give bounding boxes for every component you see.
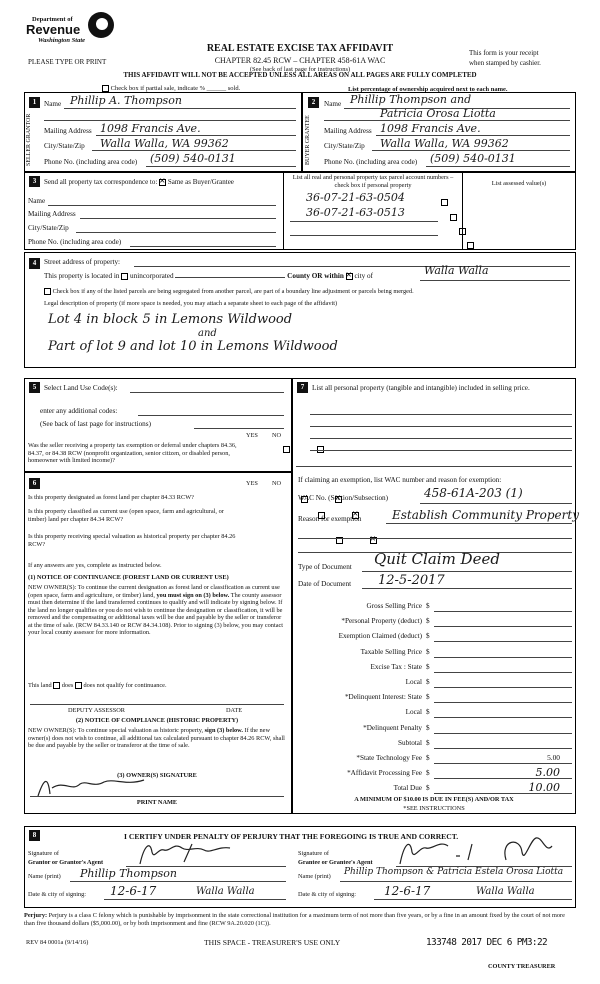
fee-row <box>296 708 572 722</box>
fee-label: Local <box>405 708 422 717</box>
fee-label: *Delinquent Interest: State <box>344 693 422 702</box>
fee-value[interactable]: 10.00 <box>528 781 560 795</box>
section-6-number: 6 <box>29 478 40 489</box>
deputy-assessor-label: DEPUTY ASSESSOR <box>68 707 125 714</box>
fee-dollar: $ <box>426 723 430 732</box>
fee-label: Subtotal <box>398 738 422 747</box>
fee-dollar: $ <box>426 647 430 656</box>
notice-continuance-body: NEW OWNER(S): To continue the current designation as forest land or classification as current use (open space, farm and agriculture, or timber) land, you must sign on (3) below. The county assessor must then determine if the land transferred continues to qualify and will indicate by signing below. If the land no longer qualifies or you do not wish to continue the designation or classification, it will be removed and the compensating or additional taxes will be due and payable by the seller or transferor at the time of sale. (RCW 84.33.140 or RCW 84.34.108). Prior to signing (3) below, you may contact your local county assessor for more information. <box>28 584 284 637</box>
receipt-note-1: This form is your receipt <box>469 49 539 57</box>
grantee-name-label: Name (print) <box>298 873 331 880</box>
street-label: Street address of property: <box>44 258 121 266</box>
parcel-2-field[interactable]: 36-07-21-63-0513 <box>306 206 405 219</box>
fee-label: Gross Selling Price <box>366 602 422 610</box>
seller-city-field[interactable]: Walla Walla, WA 99362 <box>100 137 229 150</box>
additional-codes-field[interactable] <box>138 415 284 416</box>
buyer-side-label: BUYER GRANTEE <box>305 115 311 165</box>
minimum-due-note: A MINIMUM OF $10.00 IS DUE IN FEE(S) AND/OR TAX <box>354 796 514 803</box>
doc-type-label: Type of Document <box>298 563 352 571</box>
grantor-sig-label: Signature of <box>28 850 59 857</box>
fee-value[interactable]: 5.00 <box>547 753 560 762</box>
fee-value[interactable]: 5.00 <box>535 766 560 780</box>
send-correspondence <box>44 178 234 186</box>
fee-row <box>296 617 572 631</box>
legal-desc-line-1[interactable]: Lot 4 in block 5 in Lemons Wildwood <box>48 312 293 327</box>
senior-exemption-yes[interactable] <box>283 446 290 453</box>
buyer-phone-field[interactable]: (509) 540-0131 <box>430 152 516 165</box>
percent-ownership-note: List percentage of ownership acquired next to each name. <box>348 86 508 93</box>
cashier-stamp: 133748 2017 DEC 6 PM3:22 <box>426 937 548 948</box>
grantee-date-field[interactable]: 12-6-17 <box>384 884 431 898</box>
corr-mail-field[interactable] <box>80 218 276 219</box>
parcel-4-personal-checkbox[interactable] <box>467 242 474 249</box>
doc-date-label: Date of Document <box>298 580 352 588</box>
notice-continuance-title: (1) NOTICE OF CONTINUANCE (FOREST LAND OR CURRENT USE) <box>28 574 229 581</box>
seller-name-field[interactable]: Phillip A. Thompson <box>70 94 182 107</box>
logo-line-1: Department of <box>32 16 73 23</box>
senior-exemption-question: Was the seller receiving a property tax exemption or deferral under chapters 84.36, 84.37, or 84.38 RCW (nonprofit organization, senior citizen, or disabled person, homeowner with limited income)? <box>28 442 237 465</box>
fee-dollar: $ <box>426 662 430 671</box>
seller-mail-label: Mailing Address <box>44 127 92 135</box>
grantor-name-field[interactable]: Phillip Thompson <box>80 867 177 880</box>
grantee-date-label: Date & city of signing: <box>298 891 357 898</box>
grantee-city-field[interactable]: Walla Walla <box>476 886 535 897</box>
form-revision: REV 84 0001a (9/14/16) <box>26 939 89 946</box>
continuance-row: This land does does not qualify for continuance. <box>28 682 167 689</box>
grantee-agent-label: Grantee or Grantee's Agent <box>298 859 373 866</box>
section-7-number: 7 <box>297 382 308 393</box>
fee-label: *Personal Property (deduct) <box>341 617 422 626</box>
fee-dollar: $ <box>426 738 430 747</box>
personal-property-label: List all personal property (tangible and intangible) included in selling price. <box>312 384 530 392</box>
land-use-label: Select Land Use Code(s): <box>44 384 118 392</box>
reason-field[interactable]: Establish Community Property <box>392 508 579 522</box>
segregated-row: Check box if any of the listed parcels are being segregated from another parcel, are part of a boundary line adjustment or parcels being merged. <box>44 288 414 296</box>
dor-logo <box>26 12 126 52</box>
located-row: This property is located in unincorporated County OR within × city of <box>44 272 564 281</box>
fee-dollar: $ <box>426 693 430 702</box>
same-as-buyer-label: Same as Buyer/Grantee <box>167 178 234 186</box>
current-use-question: Is this property classified as current use (open space, farm and agricultural, or timber) land per chapter 84.34 RCW? <box>28 508 224 523</box>
reason-label: Reason for exemption <box>298 515 362 523</box>
corr-mail-label: Mailing Address <box>28 210 76 218</box>
personal-property-line-3[interactable] <box>310 438 572 439</box>
fee-row <box>296 678 572 692</box>
grantor-city-field[interactable]: Walla Walla <box>196 886 255 897</box>
seller-name-label: Name <box>44 100 62 108</box>
if-yes-note: If any answers are yes, complete as instructed below. <box>28 562 162 569</box>
forest-land-question: Is this property designated as forest land per chapter 84.33 RCW? <box>28 494 194 501</box>
exemption-claim-label: If claiming an exemption, list WAC number and reason for exemption: <box>298 476 502 484</box>
seller-side-label: SELLER GRANTOR <box>26 113 32 167</box>
fee-label: Local <box>405 678 422 686</box>
fee-dollar: $ <box>426 784 430 793</box>
notice-compliance-title: (2) NOTICE OF COMPLIANCE (HISTORIC PROPERTY) <box>75 717 239 724</box>
form-see-back: (See back of last page for instructions) <box>249 66 351 73</box>
partial-sale-label: Check box if partial sale, indicate % ______ sold. <box>110 85 241 92</box>
receipt-note-2: when stamped by cashier. <box>469 59 541 67</box>
fee-dollar: $ <box>426 678 430 686</box>
buyer-mail-field[interactable]: 1098 Francis Ave. <box>380 122 481 135</box>
grantee-name-field[interactable]: Phillip Thompson & Patricia Estela Orosa Liotta <box>344 867 564 877</box>
fee-row <box>296 663 572 677</box>
fee-label: Excise Tax : State <box>370 662 422 671</box>
fee-row <box>296 754 572 768</box>
section-4-number: 4 <box>29 258 40 269</box>
corr-name-label: Name <box>28 197 46 205</box>
assessed-header: List assessed value(s) <box>491 180 547 187</box>
corr-phone-field[interactable] <box>130 246 276 247</box>
fee-label: Total Due <box>393 784 422 793</box>
logo-line-2: Revenue <box>26 22 81 37</box>
legal-label: Legal description of property (if more space is needed, you may attach a separate sheet to each page of the affidavit) <box>44 300 338 307</box>
personal-property-line-1[interactable] <box>310 414 572 415</box>
owner-signature-label: (3) OWNER(S) SIGNATURE <box>117 772 197 779</box>
fee-dollar: $ <box>426 754 430 762</box>
fee-dollar: $ <box>426 769 430 778</box>
logo-line-3: Washington State <box>38 37 86 44</box>
deputy-date-label: DATE <box>226 707 243 714</box>
property-city-field[interactable]: Walla Walla <box>424 264 489 277</box>
form-warning: THIS AFFIDAVIT WILL NOT BE ACCEPTED UNLESS ALL AREAS ON ALL PAGES ARE FULLY COMPLETED <box>123 71 477 79</box>
grantee-sig-label: Signature of <box>298 850 329 857</box>
same-as-buyer-checkbox[interactable] <box>159 179 166 186</box>
street-field[interactable] <box>134 266 570 267</box>
corr-name-field[interactable] <box>48 205 276 206</box>
corr-city-label: City/State/Zip <box>28 224 69 232</box>
seller-phone-label: Phone No. (including area code) <box>44 158 138 166</box>
land-does-checkbox[interactable] <box>53 682 60 689</box>
fee-label: *State Technology Fee <box>356 754 422 762</box>
within-city-checkbox[interactable] <box>346 273 353 280</box>
doc-date-field[interactable]: 12-5-2017 <box>378 573 445 588</box>
grantor-signature[interactable] <box>134 838 244 868</box>
affidavit-page: Department of Revenue Washington State PLEASE TYPE OR PRINT REAL ESTATE EXCISE TAX AFFIDAVIT CHAPTER 82.45 RCW – CHAPTER 458-61A WAC (See back of last page for instructions) THIS AFFIDAVIT WILL NOT BE ACCEPTED UNLESS ALL AREAS ON ALL PAGES ARE FULLY COMPLETED This form is your receipt when stamped by cashier. Check box if partial sale, indicate % ______ sold. List percentage of ownership acquired next to each name. 1 SELLER GRANTOR Name Phillip A. Thompson Mailing Address 1098 Francis Ave. City/State/Zip Walla Walla, WA 99362 Phone No. (including area code) (509) 540-0131 2 BUYER GRANTEE Name Phillip Thompson and Patricia Orosa Liotta Mailing Address 1098 Francis Ave. City/State/Zip Walla Walla, WA 99362 Phone No. (including area code) (509) 540-0131 3 Send all property tax correspondence to: × Same as Buyer/Grantee Name Mailing Address City/State/Zip Phone No. (including area code) List all real and personal property tax parcel account numbers – check box if personal property 36-07-21-63-0504 36-07-21-63-0513 List assessed value(s) 4 Street address of property: This property is located in unincorporated County OR within × city of Walla Walla Check box if any of the listed parcels are being segregated from another parcel, are part of a boundary line adjustment or parcels being merged. Legal description of property (if more space is needed, you may attach a separate sheet to each page of the affidavit) Lot 4 in block 5 in Lemons Wildwood and Part of lot 9 and lot 10 in Lemons Wildwood 5 Select Land Use Code(s): enter any additional codes: (See back of last page for instructions) YES NO Was the seller receiving a property tax exemption or deferral under chapters 84.36, 84.37, or 84.38 RCW (nonprofit organization, senior citizen, or disabled person, homeowner with limited income)? 6 YES NO Is this property designated as forest land per chapter 84.33 RCW? × Is this property classified as current use (open space, farm and agricultural, or timber) land per chapter 84.34 RCW? × Is this property receiving special valuation as historical property per chapter 84.26 RCW? × If any answers are yes, complete as instructed below. (1) NOTICE OF CONTINUANCE (FOREST LAND OR CURRENT USE) NEW OWNER(S): To continue the current designation as forest land or classification as current use (open space, farm and agriculture, or timber) land, you must sign on (3) below. The county assessor must then determine if the land transferred continues to qualify and will indicate by signing below. If the land no longer qualifies or you do not wish to continue the designation or classification, it will be removed and the compensating or additional taxes will be due and payable by the seller or transferor at the time of sale. (RCW 84.33.140 or RCW 84.34.108). Prior to signing (3) below, you may contact your local county assessor for more information. This land does does not qualify for continuance. DEPUTY ASSESSOR DATE (2) NOTICE OF COMPLIANCE (HISTORIC PROPERTY) NEW OWNER(S): To continue special valuation as historic property, sign (3) below. If the new owner(s) does not wish to continue, all additional tax calculated pursuant to chapter 84.26 RCW, shall be due and payable by the seller or transferor at the time of sale. (3) OWNER(S) SIGNATURE PRINT NAME 7 List all personal property (tangible and intangible) included in selling price. If claiming an exemption, list WAC number and reason for exemption: WAC No. (Section/Subsection) 458-61A-203 (1) Reason for exemption Establish Community Property Type of Document Quit Claim Deed Date of Document 12-5-2017 Gross Selling Price $ *Personal Property (deduct) $ Exemption Claimed (deduct) $ Taxable Selling Price $ Excise Tax : State $ Local $ *Delinquent Interest: State $ Local $ *Delinquent Penalty $ Subtotal $ *State Technology Fee $ 5.00 *Affidavit Processing Fee $ 5.00 Total Due $ 10.00 A MINIMUM OF $10.00 IS DUE IN FEE(S) AND/OR TAX *SEE INSTRUCTIONS 8 I CERTIFY UNDER PENALTY OF PERJURY THAT THE FOREGOING IS TRUE AND CORRECT. Signature of Grantor or Grantor's Agent Name (print) Phillip Thompson Date & city of signing: 12-6-17 Walla Walla Signature of Grantee or Grantee's Agent Name (print) Phillip Thompson & Patricia Estela Orosa Liotta Date & city of signing: 12-6-17 Walla Walla Perjury: Perjury is a class C felony which is punishable by imprisonment in the state correctional institution for a maximum term of not more than five years, or by a fine in an amount fixed by the court of not more than five thousand dollars ($5,000.00), or by both imprisonment and fine (RCW 9A.20.020 (1C)). REV 84 0001a (9/14/16) THIS SPACE - TREASURER'S USE ONLY 133748 2017 DEC 6 PM3:22 COUNTY TREASURER <box>0 0 600 984</box>
fee-label: Taxable Selling Price <box>360 647 422 656</box>
partial-sale-checkbox[interactable] <box>102 85 109 92</box>
county-treasurer-label: COUNTY TREASURER <box>488 963 556 970</box>
additional-codes-label: enter any additional codes: <box>40 407 118 415</box>
historic-question: Is this property receiving special valuation as historical property per chapter 84.26 RCW? <box>28 533 236 548</box>
land-use-see-back: (See back of last page for instructions) <box>40 420 151 428</box>
corr-phone-label: Phone No. (including area code) <box>28 238 122 246</box>
buyer-city-field[interactable]: Walla Walla, WA 99362 <box>380 137 509 150</box>
legal-desc-and: and <box>198 328 217 339</box>
perjury-notice: Perjury: Perjury is a class C felony which is punishable by imprisonment in the state correctional institution for a maximum term of not more than five years, or by a fine in an amount fixed by the court of not more than five thousand dollars ($5,000.00), or by both imprisonment and fine (RCW 9A.20.020 (1C)). <box>24 912 565 927</box>
certify-statement: I CERTIFY UNDER PENALTY OF PERJURY THAT THE FOREGOING IS TRUE AND CORRECT. <box>124 832 459 841</box>
see-instructions-note: *SEE INSTRUCTIONS <box>403 805 465 812</box>
personal-property-line-2[interactable] <box>310 426 572 427</box>
section-3-number: 3 <box>29 176 40 187</box>
print-name-label: PRINT NAME <box>136 799 178 806</box>
form-title: REAL ESTATE EXCISE TAX AFFIDAVIT <box>206 43 394 54</box>
fee-row <box>296 648 572 662</box>
send-label: Send all property tax correspondence to: <box>44 178 158 186</box>
parcel-1-personal-checkbox[interactable] <box>441 199 448 206</box>
segregated-checkbox[interactable] <box>44 288 51 295</box>
fee-row <box>296 632 572 646</box>
section-8-number: 8 <box>29 830 40 841</box>
personal-property-line-4[interactable] <box>310 450 572 451</box>
unincorporated-checkbox[interactable] <box>121 273 128 280</box>
legal-desc-line-2[interactable]: Part of lot 9 and lot 10 in Lemons Wildwood <box>48 339 338 354</box>
fee-dollar: $ <box>426 708 430 717</box>
section-2-number: 2 <box>308 97 319 108</box>
buyer-city-label: City/State/Zip <box>324 142 365 150</box>
grantor-name-label: Name (print) <box>28 873 61 880</box>
doc-type-field[interactable]: Quit Claim Deed <box>374 550 500 568</box>
land-use-field[interactable] <box>130 392 284 393</box>
section-1-number: 1 <box>29 97 40 108</box>
parcel-2-personal-checkbox[interactable] <box>450 214 457 221</box>
grantor-date-label: Date & city of signing: <box>28 891 87 898</box>
fee-row <box>296 602 572 616</box>
wac-label: WAC No. (Section/Subsection) <box>298 494 389 502</box>
please-type: PLEASE TYPE OR PRINT <box>28 58 107 66</box>
parcel-header: List all real and personal property tax parcel account numbers – check box if personal property <box>292 174 454 189</box>
fee-label: Exemption Claimed (deduct) <box>338 632 422 641</box>
fee-row <box>296 724 572 738</box>
fee-dollar: $ <box>426 602 430 610</box>
fee-row <box>296 693 572 707</box>
seller-city-label: City/State/Zip <box>44 142 85 150</box>
parcel-1-field[interactable]: 36-07-21-63-0504 <box>306 191 405 204</box>
seller-mail-field[interactable]: 1098 Francis Ave. <box>100 122 201 135</box>
wac-field[interactable]: 458-61A-203 (1) <box>424 486 523 500</box>
corr-city-field[interactable] <box>76 232 276 233</box>
fee-dollar: $ <box>426 632 430 641</box>
buyer-mail-label: Mailing Address <box>324 127 372 135</box>
buyer-name-field-2[interactable]: Patricia Orosa Liotta <box>380 107 496 120</box>
notice-compliance-body: NEW OWNER(S): To continue special valuation as historic property, sign (3) below. If the new owner(s) does not wish to continue, all additional tax calculated pursuant to chapter 84.26 RCW, shall be due and payable by the seller or transferor at the time of sale. <box>28 727 285 750</box>
buyer-name-field-1[interactable]: Phillip Thompson and <box>350 93 472 106</box>
fee-label: *Affidavit Processing Fee <box>347 769 422 778</box>
seller-phone-field[interactable]: (509) 540-0131 <box>150 152 236 165</box>
section-6-forest-current-use <box>24 472 292 814</box>
treasurer-space: THIS SPACE - TREASURER'S USE ONLY <box>204 938 341 947</box>
fee-label: *Delinquent Penalty <box>363 723 422 732</box>
section-5-number: 5 <box>29 382 40 393</box>
grantee-signature[interactable] <box>396 834 566 868</box>
grantor-agent-label: Grantor or Grantor's Agent <box>28 859 104 866</box>
grantor-date-field[interactable]: 12-6-17 <box>110 884 157 898</box>
form-chapters: CHAPTER 82.45 RCW – CHAPTER 458-61A WAC <box>214 56 386 65</box>
land-does-not-checkbox[interactable] <box>75 682 82 689</box>
buyer-name-label: Name <box>324 100 342 108</box>
fee-dollar: $ <box>426 617 430 626</box>
parcel-3-personal-checkbox[interactable] <box>459 228 466 235</box>
fee-row <box>296 739 572 753</box>
buyer-phone-label: Phone No. (including area code) <box>324 158 418 166</box>
